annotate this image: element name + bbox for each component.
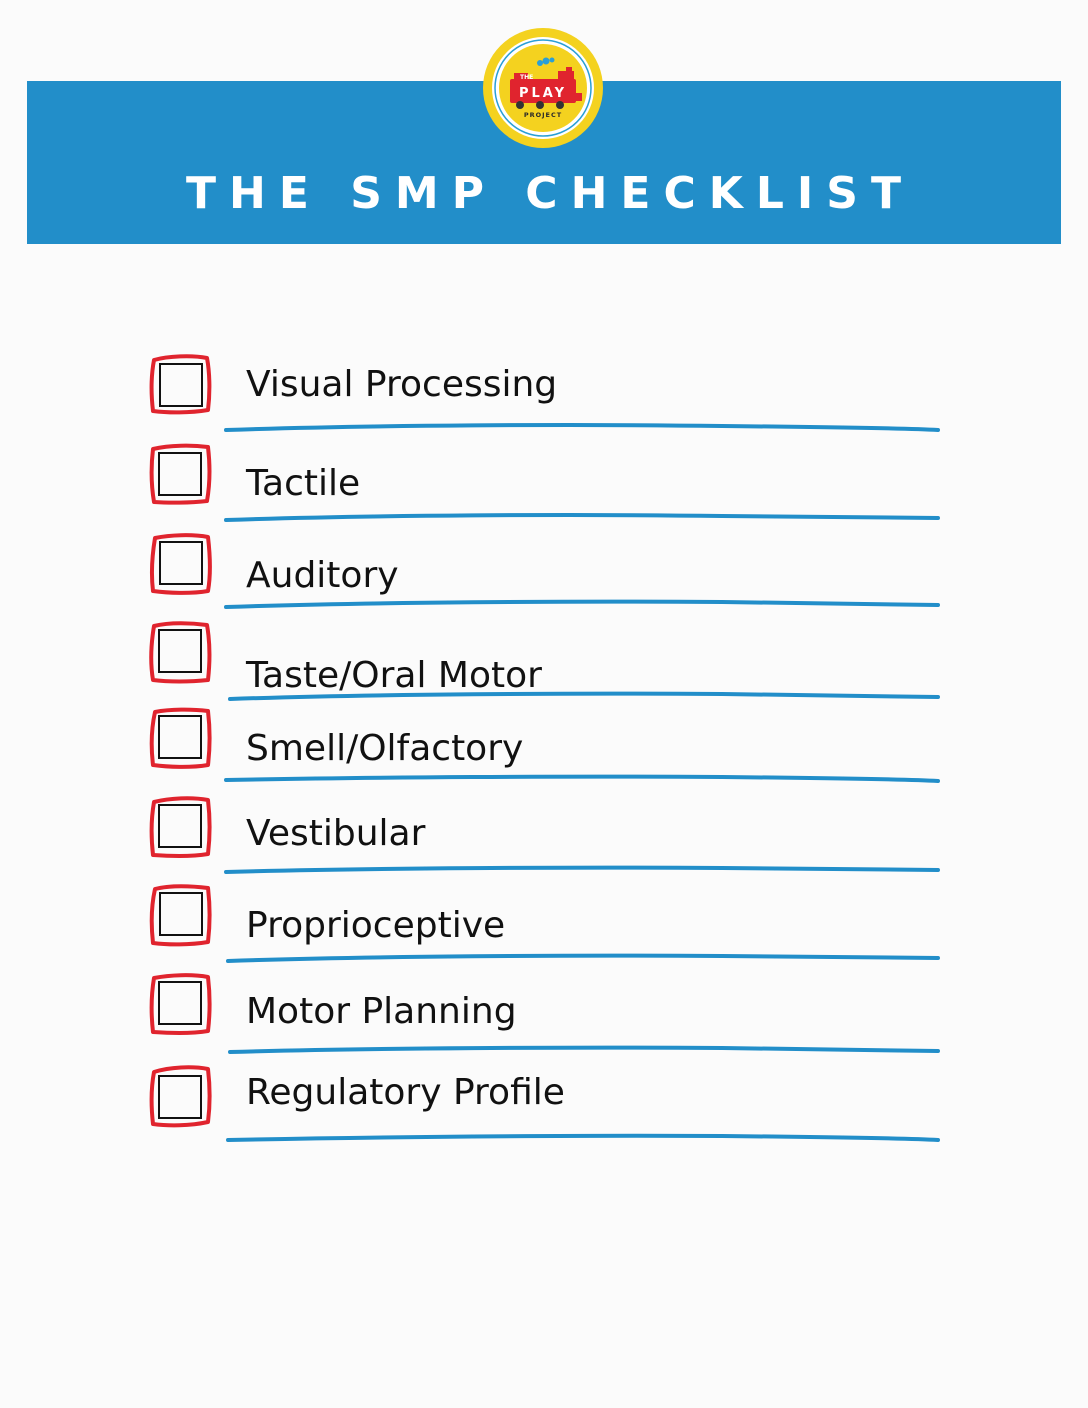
writing-line (222, 773, 942, 787)
checklist-item-label: Regulatory Profile (246, 1072, 565, 1113)
checklist-item-label: Vestibular (246, 813, 426, 854)
checklist-item-label: Visual Processing (246, 364, 558, 405)
play-project-logo (482, 27, 604, 149)
checklist-item-label: Tactile (246, 463, 361, 504)
writing-line (222, 598, 942, 612)
train-logo-icon (482, 27, 604, 149)
checkbox[interactable] (148, 532, 212, 596)
checklist-item-label: Smell/Olfactory (246, 728, 524, 769)
writing-line (222, 1044, 942, 1058)
writing-line (222, 952, 942, 966)
writing-line (222, 1132, 942, 1146)
writing-line (222, 422, 942, 436)
checkbox[interactable] (148, 883, 212, 947)
svg-text:PLAY: PLAY (518, 86, 568, 101)
page-title: THE SMP CHECKLIST (186, 168, 914, 219)
checklist-item-label: Proprioceptive (246, 905, 506, 946)
checkbox[interactable] (148, 972, 212, 1036)
checkbox[interactable] (148, 1064, 212, 1128)
checkbox[interactable] (148, 442, 212, 506)
writing-line (222, 864, 942, 878)
checkbox[interactable] (148, 620, 212, 684)
checklist-item-label: Auditory (246, 555, 399, 596)
svg-text:PROJECT: PROJECT (523, 111, 563, 119)
writing-line (222, 690, 942, 704)
writing-line (222, 512, 942, 526)
checkbox[interactable] (148, 795, 212, 859)
checkbox[interactable] (148, 352, 212, 416)
checklist-item-label: Motor Planning (246, 991, 517, 1032)
checkbox[interactable] (148, 706, 212, 770)
svg-text:THE: THE (520, 74, 534, 81)
checklist-item-label: Taste/Oral Motor (246, 655, 542, 696)
